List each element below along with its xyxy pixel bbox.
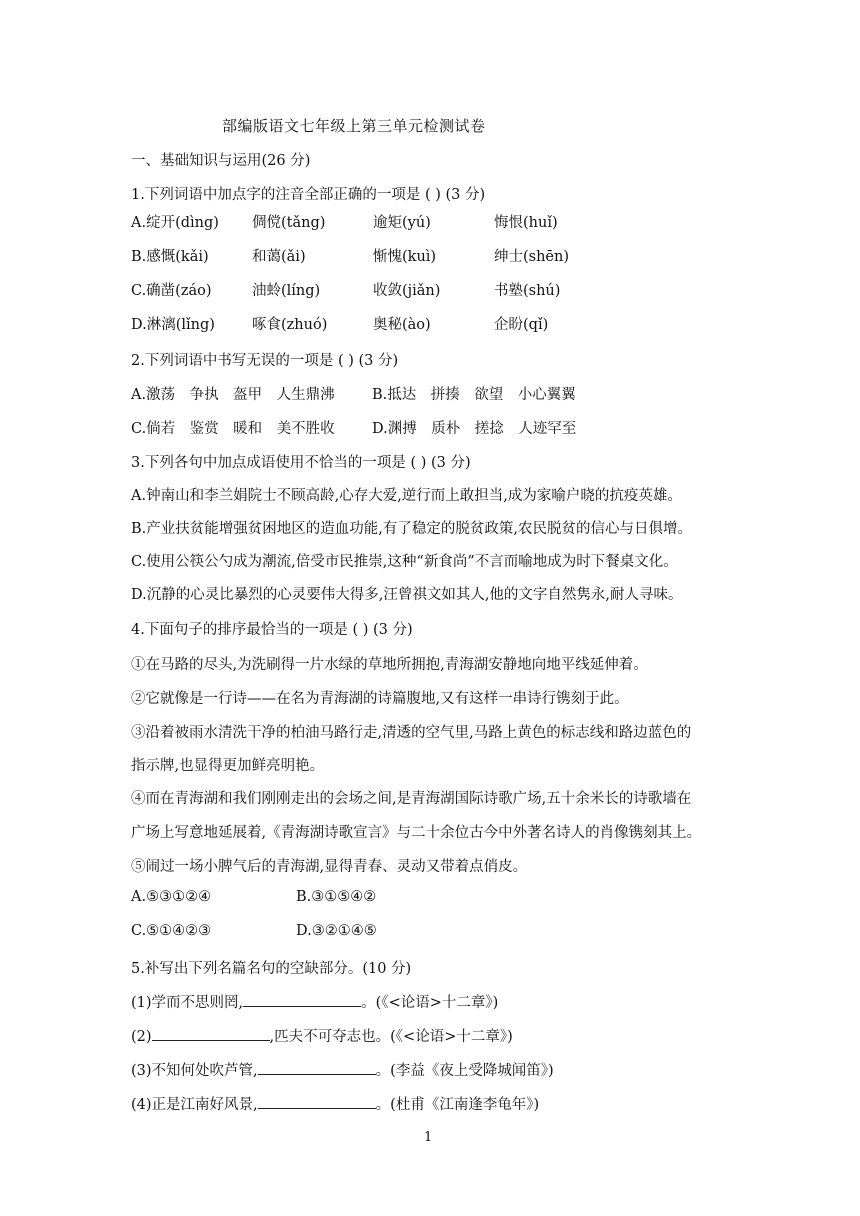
question-1-stem: 1.下列词语中加点字的注音全部正确的一项是 ( ) (3 分) [131,187,486,203]
q5-item [131,1025,513,1046]
question-3-stem: 3.下列各句中加点成语使用不恰当的一项是 ( ) (3 分) [131,455,471,471]
q1-option: B.感慨(kǎi) [131,249,209,265]
q2-option: C.倘若 鉴赏 暖和 美不胜收 [131,421,335,437]
q4-sentence: 指示牌,也显得更加鲜亮明艳。 [131,758,325,774]
answer-blank[interactable] [243,994,361,1007]
q4-option: C.⑤①④②③ [131,923,212,939]
q4-option: B.③①⑤④② [296,889,377,905]
q1-option-word: 油蛉(líng) [252,283,321,299]
q4-option: D.③②①④⑤ [296,923,377,939]
q5-item-suffix: 。(李益《夜上受降城闻笛》) [375,1063,554,1079]
q1-option-word: 企盼(qǐ) [494,317,549,333]
q5-item-prefix: (2) [131,1029,152,1045]
q5-item-prefix: (1)学而不思则罔, [131,995,244,1011]
answer-blank[interactable] [258,1096,376,1109]
q1-option: D.淋漓(lǐng) [131,317,215,333]
q1-option-word: 惭愧(kuì) [373,249,437,265]
answer-blank[interactable] [258,1062,376,1075]
q4-sentence: ④而在青海湖和我们刚刚走出的会场之间,是青海湖国际诗歌广场,五十余米长的诗歌墙在 [131,791,692,807]
q2-option: B.抵达 拼揍 欲望 小心翼翼 [372,387,576,403]
q4-option: A.⑤③①②④ [131,889,212,905]
q5-item-suffix: ,匹夫不可夺志也。(《<论语>十二章》) [269,1029,513,1045]
q2-option: A.激荡 争执 盔甲 人生鼎沸 [131,387,335,403]
q1-option-word: 和蔼(ǎi) [252,249,306,265]
q1-option-word: 倜傥(tǎng) [252,215,326,231]
question-2-stem: 2.下列词语中书写无误的一项是 ( ) (3 分) [131,353,399,369]
q5-item-suffix: 。(杜甫《江南逢李龟年》) [375,1097,540,1113]
q5-item [131,1059,554,1080]
q4-sentence: 广场上写意地延展着,《青海湖诗歌宣言》与二十余位古今中外著名诗人的肖像镌刻其上。 [131,825,702,841]
q3-option: A.钟南山和李兰娟院士不顾高龄,心存大爱,逆行而上敢担当,成为家喻户晓的抗疫英雄。 [131,488,682,504]
question-4-stem: 4.下面句子的排序最恰当的一项是 ( ) (3 分) [131,622,413,638]
answer-blank[interactable] [152,1028,270,1041]
section-heading: 一、基础知识与运用(26 分) [131,153,311,169]
q4-sentence: ⑤闹过一场小脾气后的青海湖,显得青春、灵动又带着点俏皮。 [131,859,528,875]
q2-option: D.渊搏 质朴 搓捻 人迹罕至 [372,421,577,437]
q1-option-word: 绅士(shēn) [494,249,570,265]
q1-option: A.绽开(dìng) [131,215,219,231]
q1-option-word: 书塾(shú) [494,283,561,299]
q1-option: C.确凿(záo) [131,283,212,299]
q4-sentence: ①在马路的尽头,为洗刷得一片水绿的草地所拥抱,青海湖安静地向地平线延伸着。 [131,657,648,673]
q5-item [131,1093,539,1114]
page-title: 部编版语文七年级上第三单元检测试卷 [222,117,486,135]
q1-option-word: 奥秘(ào) [373,317,431,333]
q1-option-word: 逾矩(yú) [373,215,431,231]
q5-item-prefix: (3)不知何处吹芦管, [131,1063,258,1079]
q3-option: D.沉静的心灵比暴烈的心灵要伟大得多,汪曾祺文如其人,他的文字自然隽永,耐人寻味。 [131,587,683,603]
q5-item [131,991,498,1012]
q4-sentence: ②它就像是一行诗——在名为青海湖的诗篇腹地,又有这样一串诗行镌刻于此。 [131,691,629,707]
q1-option-word: 收敛(jiǎn) [373,283,441,299]
question-5-stem: 5.补写出下列名篇名句的空缺部分。(10 分) [131,961,412,977]
q1-option-word: 悔恨(huǐ) [494,215,558,231]
q3-option: C.使用公筷公勺成为潮流,倍受市民推崇,这种“新食尚”不言而喻地成为时下餐桌文化。 [131,554,678,570]
q3-option: B.产业扶贫能增强贫困地区的造血功能,有了稳定的脱贫政策,农民脱贫的信心与日俱增。 [131,521,692,537]
q1-option-word: 啄食(zhuó) [252,317,328,333]
q5-item-prefix: (4)正是江南好风景, [131,1097,258,1113]
page-number: 1 [424,1130,433,1145]
q5-item-suffix: 。(《<论语>十二章》) [361,995,499,1011]
q4-sentence: ③沿着被雨水清洗干净的柏油马路行走,清透的空气里,马路上黄色的标志线和路边蓝色的 [131,725,692,741]
